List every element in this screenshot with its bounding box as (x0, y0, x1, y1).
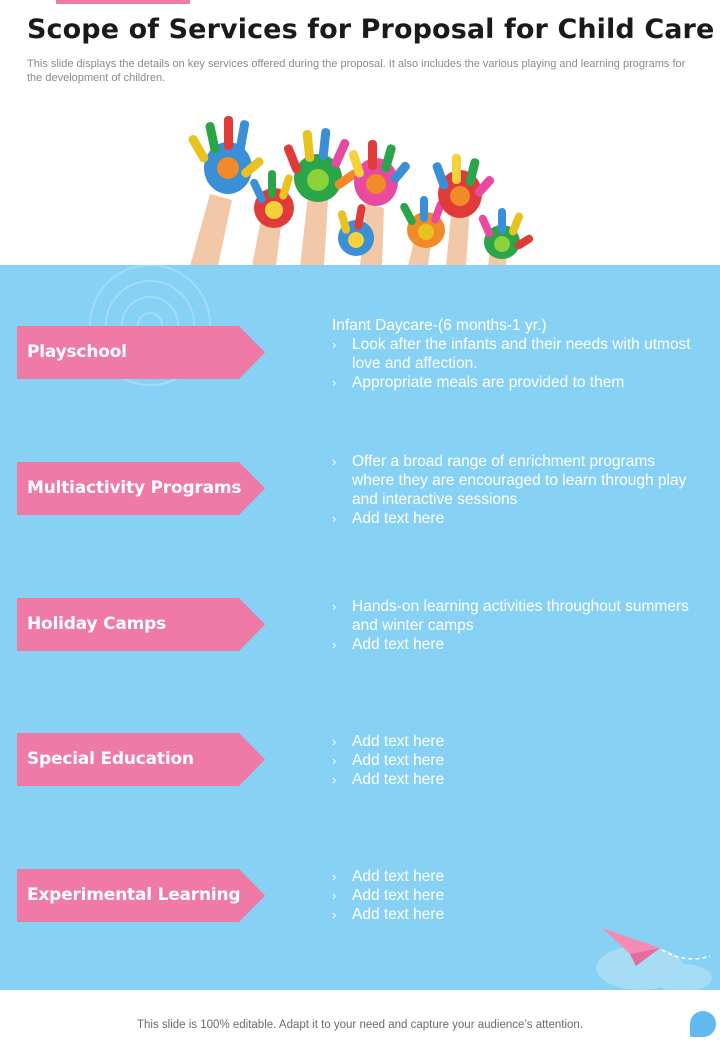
service-details (332, 867, 692, 924)
service-tag-label: Multiactivity Programs (27, 478, 242, 498)
chevron-right-icon: › (332, 907, 337, 922)
bullet-text: Add text here (352, 887, 445, 904)
bullet-item (332, 751, 692, 770)
bullet-item (332, 905, 692, 924)
bullet-item (332, 335, 692, 373)
bullet-text: Add text here (352, 733, 445, 750)
bullet-item (332, 867, 692, 886)
service-tag-label: Special Education (27, 749, 194, 769)
chevron-right-icon: › (332, 888, 337, 903)
service-tag-label: Holiday Camps (27, 614, 167, 634)
chevron-right-icon: › (332, 599, 337, 614)
chevron-right-icon: › (332, 511, 337, 526)
paper-plane-icon (590, 920, 720, 990)
bullet-text: Add text here (352, 771, 445, 788)
service-details (332, 452, 692, 528)
bullet-item (332, 770, 692, 789)
service-details (332, 732, 692, 789)
service-tag-label: Playschool (27, 342, 127, 362)
bullet-item (332, 886, 692, 905)
bullet-text: Add text here (352, 868, 445, 885)
service-intro: Infant Daycare-(6 months-1 yr.) (332, 317, 547, 334)
chevron-right-icon: › (332, 869, 337, 884)
chevron-right-icon: › (332, 454, 337, 469)
bullet-text: Add text here (352, 510, 445, 527)
corner-dot (690, 1011, 716, 1037)
chevron-right-icon: › (332, 734, 337, 749)
footer-note: This slide is 100% editable. Adapt it to your need and capture your audience’s attention. (136, 1019, 584, 1031)
painted-hands-image (170, 104, 550, 266)
page-title: Scope of Services for Proposal for Child Care (27, 14, 715, 45)
page-subtitle: This slide displays the details on key services offered during the proposal. It also includes the various playing and learning programs for the development of children. (27, 58, 686, 84)
service-details (332, 597, 692, 654)
bullet-item (332, 373, 692, 392)
bullet-item (332, 509, 692, 528)
bullet-text: Look after the infants and their needs with utmost love and affection. (352, 336, 691, 372)
bullet-item (332, 452, 692, 509)
service-details (332, 316, 692, 392)
bullet-text: Offer a broad range of enrichment programs where they are encouraged to learn through play and interactive sessions (352, 453, 687, 508)
service-tag-label: Experimental Learning (27, 885, 241, 905)
bullet-text: Add text here (352, 752, 445, 769)
bullet-item (332, 635, 692, 654)
bullet-item (332, 597, 692, 635)
service-tag (17, 326, 265, 379)
bullet-text: Hands-on learning activities throughout summers and winter camps (352, 598, 689, 634)
service-tag (17, 869, 265, 922)
chevron-right-icon: › (332, 637, 337, 652)
service-tag (17, 598, 265, 651)
bullet-text: Add text here (352, 636, 445, 653)
chevron-right-icon: › (332, 375, 337, 390)
service-tag (17, 733, 265, 786)
bullet-text: Add text here (352, 906, 445, 923)
top-accent-bar (56, 0, 190, 4)
bullet-item (332, 732, 692, 751)
service-tag (17, 462, 265, 515)
chevron-right-icon: › (332, 753, 337, 768)
chevron-right-icon: › (332, 772, 337, 787)
chevron-right-icon: › (332, 337, 337, 352)
bullet-text: Appropriate meals are provided to them (352, 374, 625, 391)
